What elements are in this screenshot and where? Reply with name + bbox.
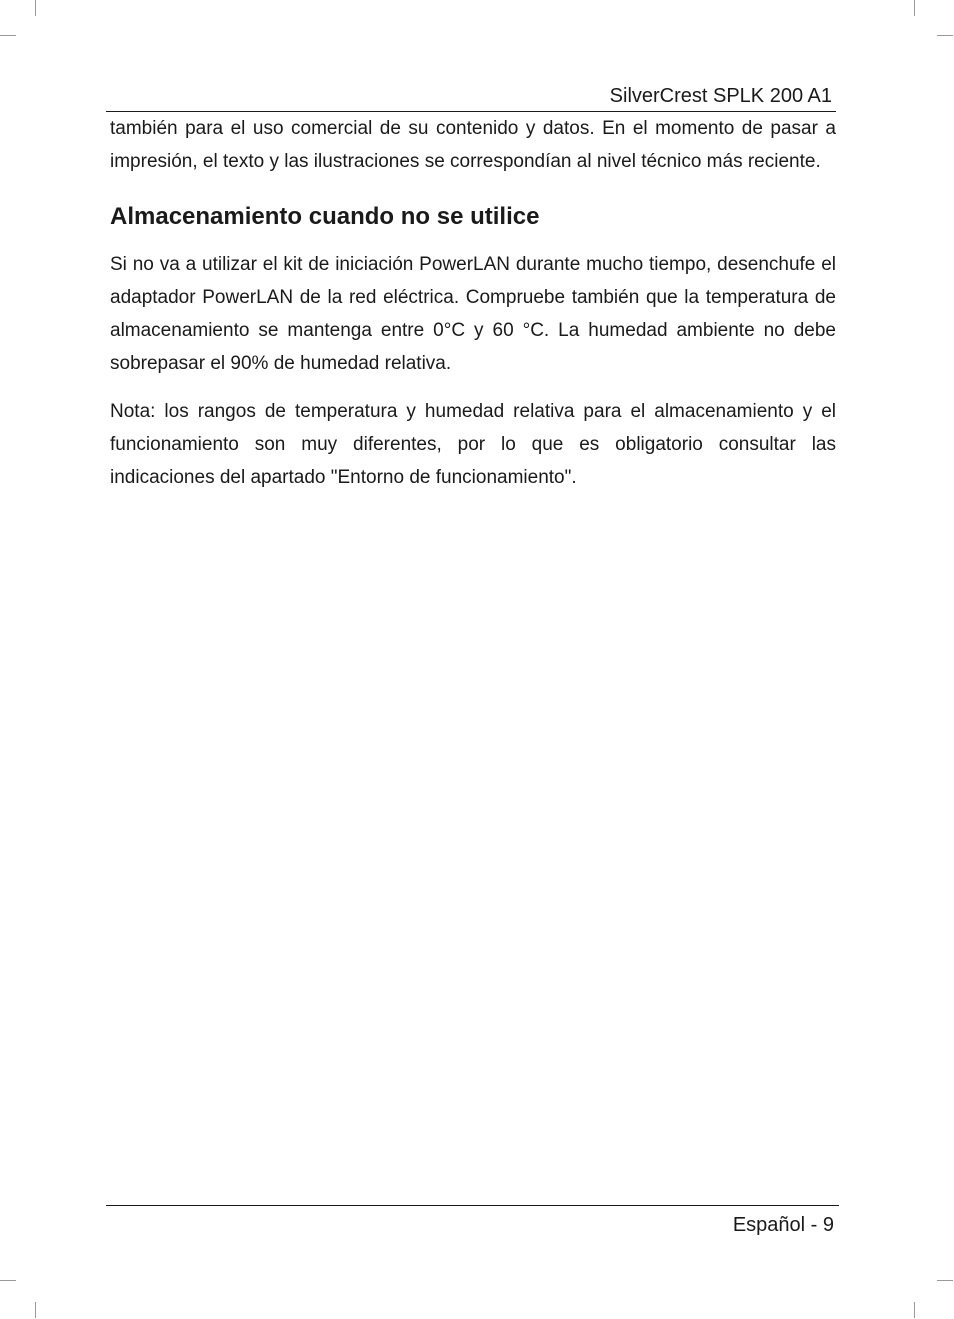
intro-paragraph: también para el uso comercial de su contenido y datos. En el momento de pasar a impresión, el texto y las ilustraciones se correspondían al nivel técnico más reciente. xyxy=(110,118,836,172)
crop-mark-bottom-right-horizontal xyxy=(937,1280,953,1281)
crop-mark-bottom-right-vertical xyxy=(914,1302,915,1318)
running-header: SilverCrest SPLK 200 A1 xyxy=(609,85,832,107)
crop-mark-bottom-left-horizontal xyxy=(0,1280,16,1281)
crop-mark-top-left-horizontal xyxy=(0,35,16,36)
crop-mark-bottom-left-vertical xyxy=(35,1302,36,1318)
footer-rule xyxy=(106,1205,839,1206)
crop-mark-top-left-vertical xyxy=(35,0,36,16)
page-content xyxy=(110,112,836,494)
section-title: Almacenamiento cuando no se utilice xyxy=(110,203,540,230)
crop-mark-top-right-horizontal xyxy=(937,35,953,36)
crop-mark-top-right-vertical xyxy=(914,0,915,16)
page-number: Español - 9 xyxy=(732,1214,834,1236)
storage-paragraph: Si no va a utilizar el kit de iniciación PowerLAN durante mucho tiempo, desenchufe el adaptador PowerLAN de la red eléctrica. Compruebe también que la temperatura de almacenamiento se mantenga entre 0°C y 60 °C. La humedad ambiente no debe sobrepasar el 90% de humedad relativa. xyxy=(110,254,836,374)
note-paragraph: Nota: los rangos de temperatura y humedad relativa para el almacenamiento y el funcionamiento son muy diferentes, por lo que es obligatorio consultar las indicaciones del apartado "Entorno de funcionamiento". xyxy=(110,401,836,488)
